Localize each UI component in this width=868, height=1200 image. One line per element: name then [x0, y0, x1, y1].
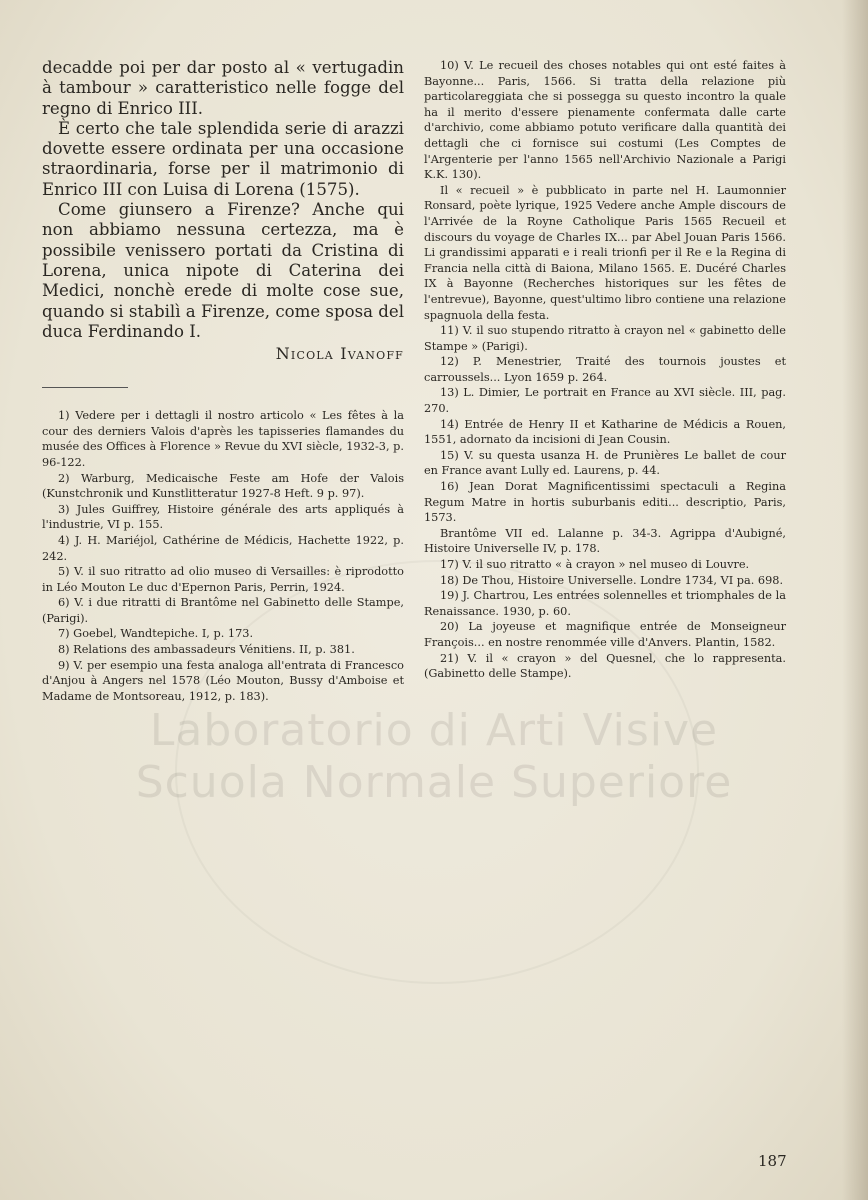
footnote: Il « recueil » è pubblicato in parte nel H. Laumonnier Ronsard, poète lyrique, 1925 Vedere anche Ample discours de l'Arrivée de la Royne Catholique Paris 1565 Recueil et discours du voyage de Charles IX... par Abel Jouan Paris 1566. Li grandissimi apparati e i reali trionfi per il Re e la Regina di Francia nella città di Baiona, Milano 1565. E. Ducéré Charles IX à Bayonne (Recherches historiques sur les fêtes de l'entrevue), Bayonne, quest'ultimo libro contiene una relazione spagnuola della festa.: [424, 183, 786, 322]
article-paragraph: Come giunsero a Firenze? Anche qui non abbiamo nessuna certezza, ma è possibile venissero portati da Cristina di Lorena, unica nipote di Caterina dei Medici, nonchè erede di molte cose sue, quando si stabilì a Firenze, come sposa del duca Ferdinando I.: [42, 200, 404, 341]
footnote-divider: [42, 387, 128, 388]
left-column: [42, 58, 404, 704]
footnote: 6) V. i due ritratti di Brantôme nel Gabinetto delle Stampe, (Parigi).: [42, 596, 404, 625]
footnote: 11) V. il suo stupendo ritratto à crayon nel « gabinetto delle Stampe » (Parigi).: [424, 324, 786, 353]
footnote: 17) V. il suo ritratto « à crayon » nel museo di Louvre.: [440, 558, 750, 571]
footnotes-left: [42, 408, 404, 704]
article-body: [42, 58, 404, 342]
page-edge-shadow: [842, 0, 868, 1200]
footnote: 15) V. su questa usanza H. de Prunières Le ballet de cour en France avant Lully ed. Laurens, p. 44.: [424, 448, 786, 478]
footnotes-right: [424, 58, 786, 682]
watermark-line-2: Scuola Normale Superiore: [135, 757, 733, 808]
footnote: 3) Jules Guiffrey, Histoire générale des arts appliqués à l'industrie, VI p. 155.: [42, 502, 404, 532]
footnote: 21) V. il « crayon » del Quesnel, che lo rappresenta. (Gabinetto delle Stampe).: [424, 651, 786, 681]
footnote: 16) Jean Dorat Magnificentissimi spectaculi a Regina Regum Matre in hortis suburbanis editi... descriptio, Paris, 1573.: [424, 480, 786, 525]
footnote: 19) J. Chartrou, Les entrées solennelles et triomphales de la Renaissance. 1930, p. 60.: [424, 589, 786, 618]
watermark-line-1: Laboratorio di Arti Visive: [149, 705, 719, 756]
footnote: 1) Vedere per i dettagli il nostro articolo « Les fêtes à la cour des derniers Valois d'après les tapisseries flamandes du musée des Offices à Florence » Revue du XVI siècle, 1932-3, p. 96-122.: [42, 409, 404, 469]
right-column: [424, 58, 786, 682]
footnote: 18) De Thou, Histoire Universelle. Londre 1734, VI pa. 698.: [440, 573, 784, 587]
footnote: 7) Goebel, Wandtepiche. I, p. 173.: [58, 627, 254, 641]
page-number: 187: [758, 1152, 787, 1170]
footnote: 9) V. per esempio una festa analoga all'entrata di Francesco d'Anjou à Angers nel 1578 (Léo Mouton, Bussy d'Amboise et Madame de Montsoreau, 1912, p. 183).: [42, 658, 404, 703]
footnote: 10) V. Le recueil des choses notables qui ont esté faites à Bayonne... Paris, 1566. Si tratta della relazione più particolareggiata che si possegga su questo incontro la quale ha il merito d'essere pienamente confermata dalle carte d'archivio, come abbiamo potuto verificare dalla quantità dei dettagli che ci fornisce sui costumi (Les Comptes de l'Argenterie per l'anno 1565 nell'Archivio Nazionale a Parigi K.K. 130).: [424, 59, 786, 182]
footnote: 13) L. Dimier, Le portrait en France au XVI siècle. III, pag. 270.: [424, 386, 786, 416]
article-paragraph: decadde poi per dar posto al « vertugadin à tambour » caratteristico nelle fogge del regno di Enrico III.: [42, 58, 404, 118]
footnote: 2) Warburg, Medicaische Feste am Hofe der Valois (Kunstchronik und Kunstlitteratur 1927-8 Heft. 9 p. 97).: [42, 471, 404, 501]
footnote: 12) P. Menestrier, Traité des tournois joustes et carroussels... Lyon 1659 p. 264.: [424, 355, 786, 384]
footnote: 20) La joyeuse et magnifique entrée de Monseigneur François... en nostre renommée ville d'Anvers. Plantin, 1582.: [424, 620, 786, 649]
author-signature: Nicola Ivanoff: [275, 344, 404, 364]
article-paragraph: È certo che tale splendida serie di arazzi dovette essere ordinata per una occasione straordinaria, forse per il matrimonio di Enrico III con Luisa di Lorena (1575).: [42, 118, 404, 199]
footnote: 4) J. H. Mariéjol, Cathérine de Médicis, Hachette 1922, p. 242.: [42, 533, 404, 563]
watermark: [0, 705, 868, 809]
footnote: 5) V. il suo ritratto ad olio museo di Versailles: è riprodotto in Léo Mouton Le duc d'Epernon Paris, Perrin, 1924.: [42, 565, 404, 594]
footnote: 8) Relations des ambassadeurs Vénitiens. II, p. 381.: [58, 643, 355, 657]
footnote: 14) Entrée de Henry II et Katharine de Médicis a Rouen, 1551, adornato da incisioni di Jean Cousin.: [424, 417, 786, 447]
footnote: Brantôme VII ed. Lalanne p. 34-3. Agrippa d'Aubigné, Histoire Universelle IV, p. 178.: [424, 526, 786, 556]
